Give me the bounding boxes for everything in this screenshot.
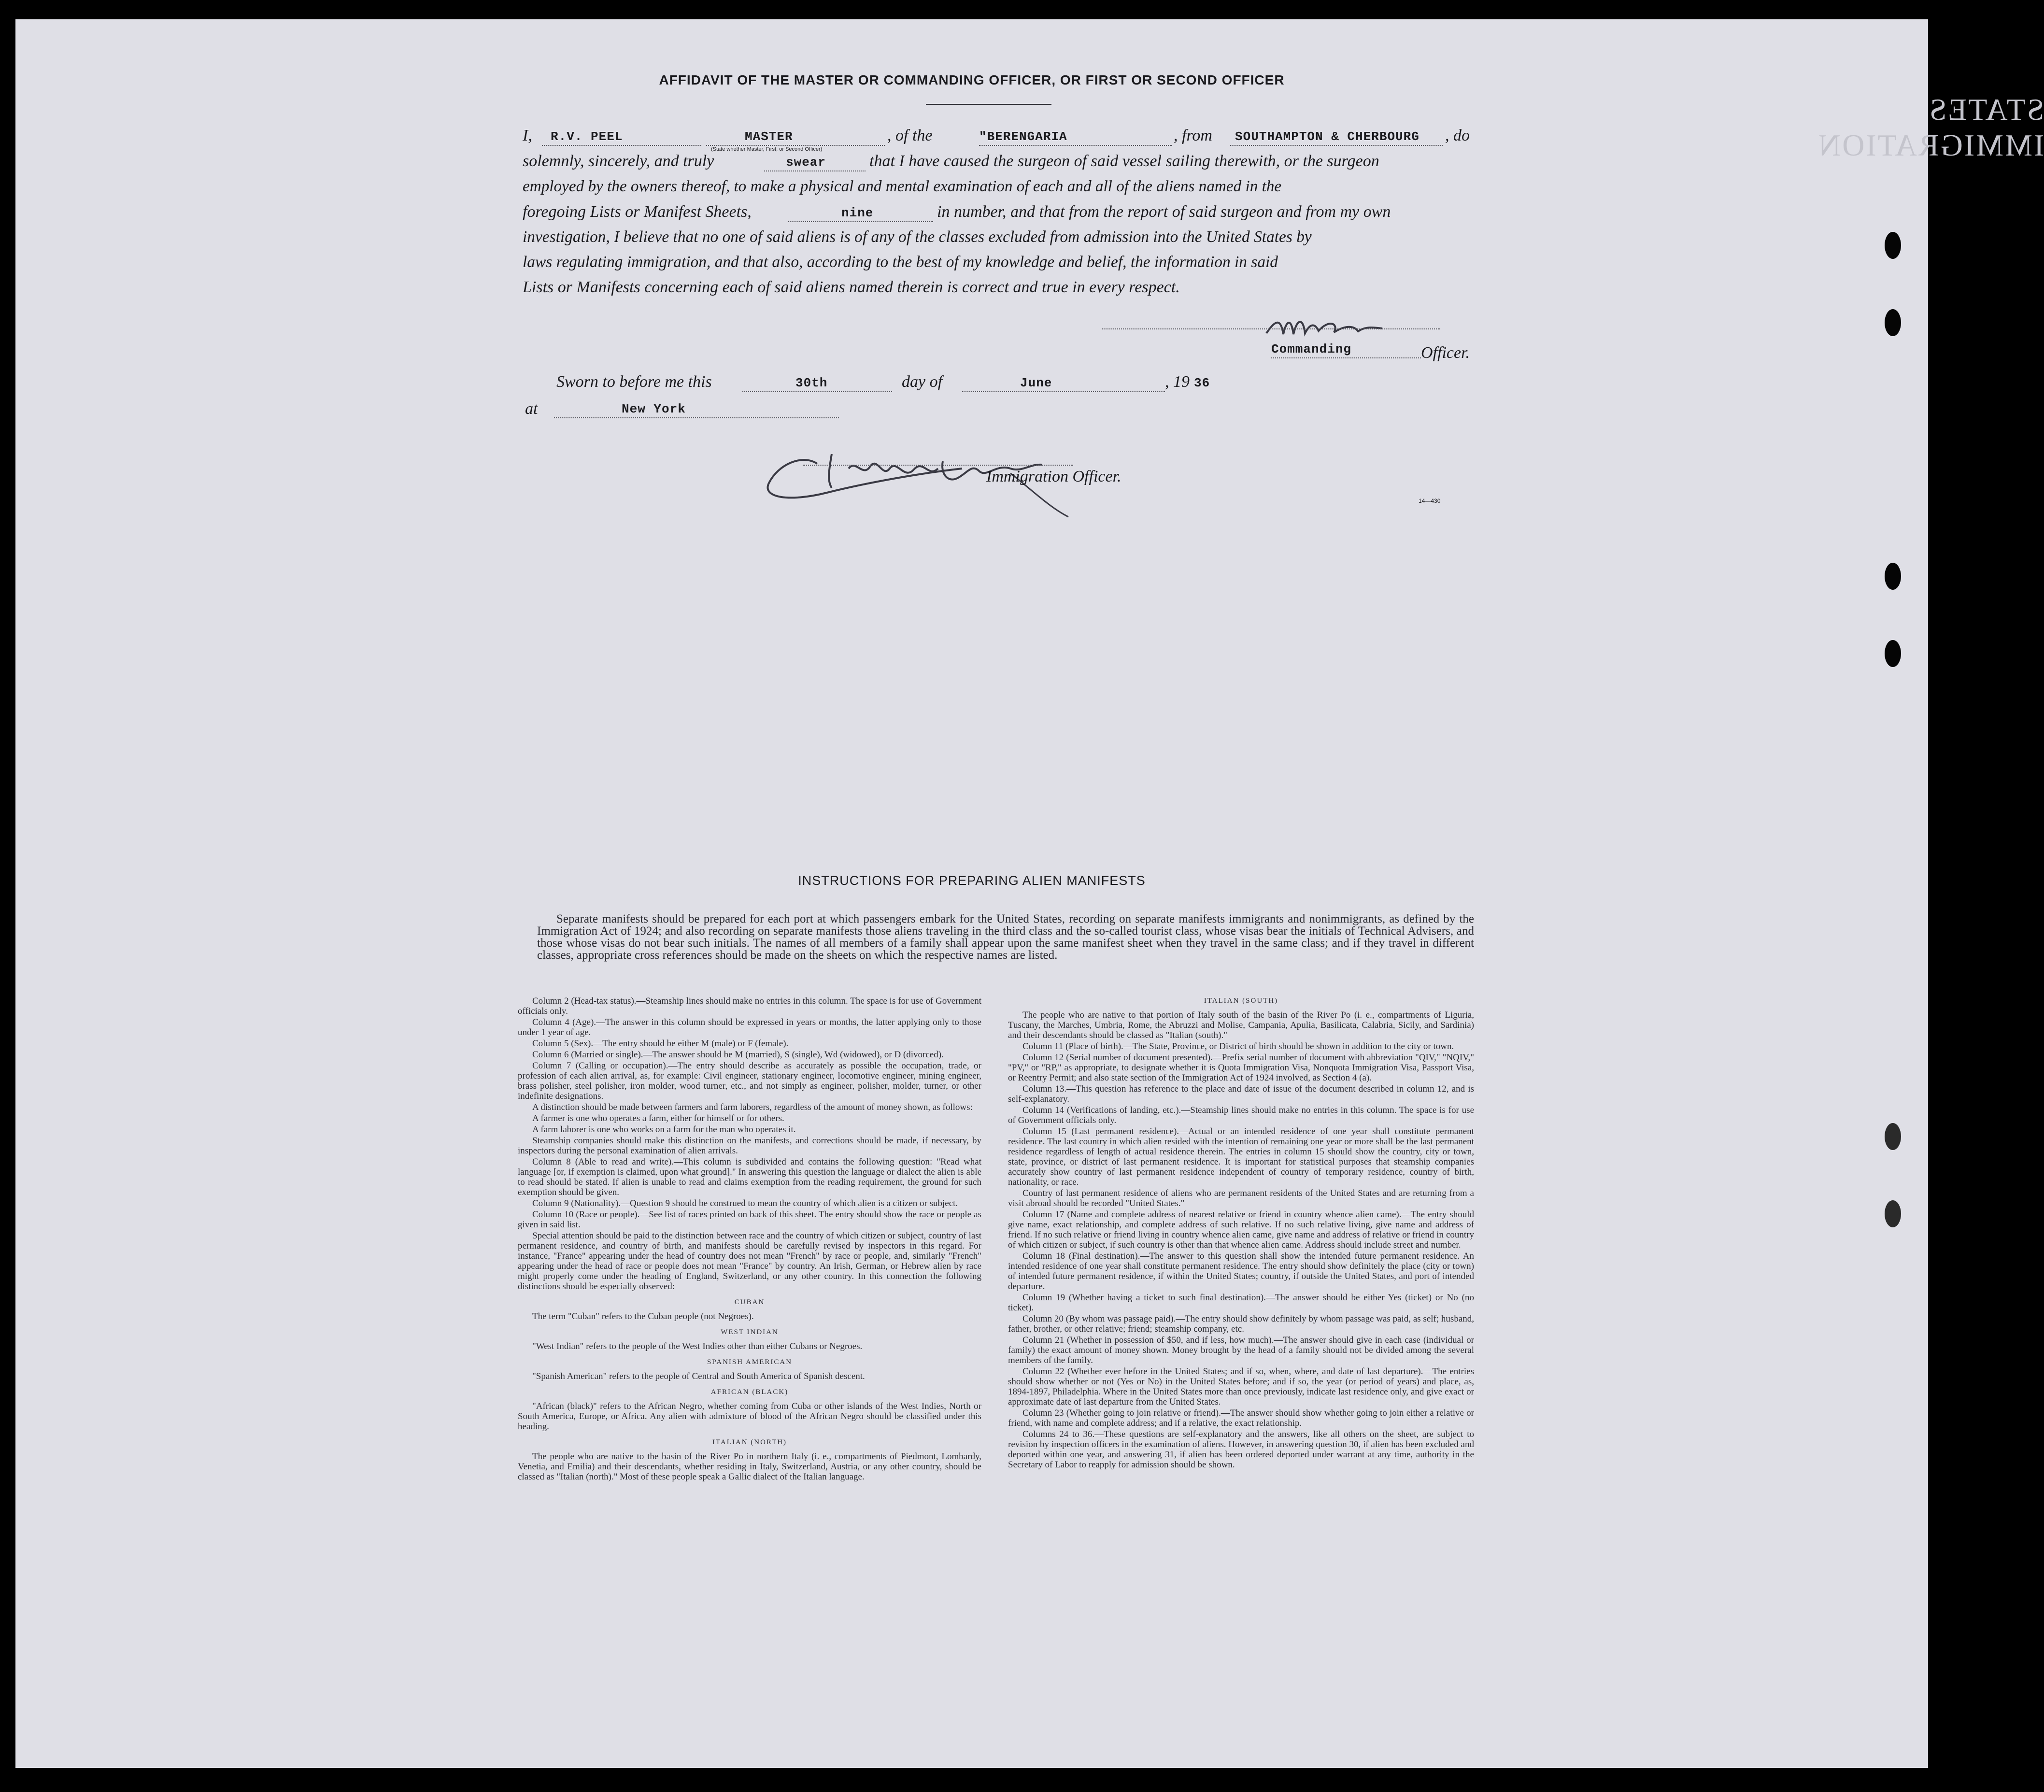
- sworn-text: Sworn to before me this: [556, 373, 712, 391]
- instruction-paragraph: Column 17 (Name and complete address of nearest relative or friend in country whence alien came).—The entry should give name, exact relationship, and complete address of such relative. If no such relative living, give name and address of friend. If no such relative or friend living in country whence alien came, give name and address of relative or friend in country of which citizen or subject, if such country is other than that whence alien came. Address should include street and number.: [1008, 1209, 1474, 1250]
- ports: SOUTHAMPTON & CHERBOURG: [1235, 129, 1419, 144]
- month: June: [1020, 376, 1052, 390]
- instruction-paragraph: Column 13.—This question has reference to the place and date of issue of the document described in column 12, and is self-explanatory.: [1008, 1084, 1474, 1104]
- punch-hole: [1885, 232, 1901, 259]
- affidavit-line-6: laws regulating immigration, and that also, according to the best of my knowledge and belief, the information in said: [523, 253, 1278, 271]
- vessel-name: "BERENGARIA: [979, 129, 1067, 144]
- officer-title: Commanding: [1271, 342, 1352, 356]
- section-heading-italian-north: ITALIAN (NORTH): [712, 1438, 787, 1446]
- affidavit-i: I,: [523, 127, 532, 144]
- vessel-field: [979, 129, 1172, 146]
- section-heading-cuban: CUBAN: [734, 1298, 765, 1306]
- instruction-paragraph: Column 19 (Whether having a ticket to such final destination).—The answer should be either Yes (ticket) or No (no ticket).: [1008, 1293, 1474, 1313]
- instruction-paragraph: Column 5 (Sex).—The entry should be either M (male) or F (female).: [532, 1038, 789, 1049]
- instruction-paragraph: Column 8 (Able to read and write).—This column is subdivided and contains the following question: "Read what language [or, if exemption is claimed, upon what ground]." In answering this question the language or dialect the alien is able to read should be stated. If alien is unable to read and claims exemption from the reading requirement, the ground for such exemption should be given.: [518, 1157, 981, 1197]
- of-the-text: , of the: [887, 127, 933, 144]
- foregoing-text: foregoing Lists or Manifest Sheets,: [523, 203, 752, 221]
- section-heading-spanish-american: SPANISH AMERICAN: [707, 1358, 793, 1366]
- oath: swear: [786, 155, 826, 170]
- instruction-paragraph: Column 6 (Married or single).—The answer should be M (married), S (single), Wd (widowed), or D (divorced).: [532, 1050, 944, 1060]
- affidavit-line-2: that I have caused the surgeon of said vessel sailing therewith, or the surgeon: [869, 152, 1379, 170]
- instruction-paragraph: Column 9 (Nationality).—Question 9 should be construed to mean the country of which alien is a citizen or subject.: [532, 1198, 958, 1209]
- instruction-paragraph: Column 11 (Place of birth).—The State, Province, or District of birth should be shown in addition to the city or town.: [1022, 1041, 1454, 1052]
- instruction-paragraph: Column 7 (Calling or occupation).—The entry should describe as accurately as possible the occupation, trade, or profession of each alien arrival, as, for example: Civil engineer, stationary engineer, locomotive engineer, mining engineer, brass polisher, steel polisher, iron molder, wood turner, etc., and not simply as engineer, polisher, molder, turner, or other indefinite designations.: [518, 1061, 981, 1101]
- affidavit-line-3: employed by the owners thereof, to make a physical and mental examination of each and all of the aliens named in the: [523, 177, 1282, 195]
- instruction-paragraph: A farm laborer is one who works on a farm for the man who operates it.: [532, 1124, 796, 1135]
- instruction-paragraph: Column 14 (Verifications of landing, etc.).—Steamship lines should make no entries in this column. The space is for use of Government officials only.: [1008, 1105, 1474, 1125]
- punch-hole: [1885, 563, 1901, 590]
- sheet-count-field: [788, 206, 933, 222]
- instruction-paragraph: Column 10 (Race or people).—See list of races printed on back of this sheet. The entry should show the race or people as given in said list.: [518, 1209, 981, 1230]
- punch-hole: [1885, 640, 1901, 667]
- instruction-paragraph: Column 18 (Final destination).—The answer to this question shall show the intended future permanent residence. An intended residence of one year shall constitute permanent residence. The entry should show definitely the place (city or town) of intended future permanent residence, if within the United States; country, if outside the United States, and port of intended departure.: [1008, 1251, 1474, 1292]
- day: 30th: [795, 376, 828, 390]
- section-heading-african: AFRICAN (BLACK): [710, 1388, 789, 1396]
- punch-hole: [1885, 1123, 1901, 1150]
- immigration-officer-label: Immigration Officer.: [986, 468, 1121, 485]
- instruction-paragraph: "Spanish American" refers to the people of Central and South America of Spanish descent.: [532, 1371, 865, 1381]
- section-heading-italian-south: ITALIAN (SOUTH): [1204, 997, 1278, 1005]
- rank-field: [706, 129, 885, 146]
- instruction-paragraph: Columns 24 to 36.—These questions are self-explanatory and the answers, like all others on the sheet, are subject to revision by inspection officers in the examination of aliens. However, in answering question 30, if alien has been excluded and deported within one year, and answering 31, if alien has been ordered deported under warrant at any time, authority in the Secretary of Labor to reapply for admission should be shown.: [1008, 1429, 1474, 1470]
- instruction-paragraph: Column 21 (Whether in possession of $50, and if less, how much).—The answer should give in each case (individual or family) the exact amount of money shown. Money brought by the head of a family should not be divided among the several members of the family.: [1008, 1335, 1474, 1365]
- instruction-paragraph: The people who are native to the basin of the River Po in northern Italy (i. e., compartments of Piedmont, Lombardy, Venetia, and Emilia) and their descendants, whether residing in Italy, Switzerland, Austria, or any other country, should be classed as "Italian (north)." Most of these people speak a Gallic dialect of the Italian language.: [518, 1451, 981, 1482]
- year: 36: [1194, 376, 1210, 390]
- instruction-paragraph: Column 12 (Serial number of document presented).—Prefix serial number of document with abbreviation "QIV," "NQIV," "PV," or "RP," as appropriate, to designate whether it is Quota Immigration Visa, Nonquota Immigration Visa, Passport Visa, or Reentry Permit; and also state section of the Immigration Act of 1924 involved, as Section 4 (a).: [1008, 1052, 1474, 1083]
- instructions-right-column: [1008, 996, 1474, 1471]
- instructions-title: INSTRUCTIONS FOR PREPARING ALIEN MANIFESTS: [798, 873, 1146, 888]
- oath-field: [764, 155, 866, 171]
- instruction-paragraph: Column 4 (Age).—The answer in this column should be expressed in years or months, the latter applying only to those under 1 year of age.: [518, 1017, 981, 1038]
- master-signature: [1262, 304, 1387, 348]
- instructions-intro: Separate manifests should be prepared for each port at which passengers embark for the United States, recording on separate manifests immigrants and nonimmigrants, as defined by the Immigration Act of 1924; and also recording on separate manifests those aliens traveling in the third class and the so-called tourist class, whose visas bear the initials of Technical Advisers, and those whose visas do not bear such initials. The names of all members of a family shall appear upon the same manifest sheet when they travel in the same class; and if they travel in different classes, appropriate cross references should be made on the sheets on which the respective names are listed.: [537, 912, 1474, 962]
- section-heading-west-indian: WEST INDIAN: [721, 1328, 779, 1336]
- instruction-paragraph: The term "Cuban" refers to the Cuban people (not Negroes).: [532, 1311, 754, 1322]
- year-prefix: , 19: [1165, 373, 1190, 391]
- affidavit-line-7: Lists or Manifests concerning each of said aliens named therein is correct and true in every respect.: [523, 278, 1180, 296]
- instruction-paragraph: A farmer is one who operates a farm, either for himself or for others.: [532, 1113, 784, 1124]
- from-text: , from: [1174, 127, 1212, 144]
- instruction-paragraph: A distinction should be made between farmers and farm laborers, regardless of the amount of money shown, as follows:: [532, 1102, 973, 1112]
- affidavit-line-4: in number, and that from the report of said surgeon and from my own: [937, 203, 1391, 221]
- officer-suffix: Officer.: [1421, 344, 1470, 362]
- day-field: [742, 376, 892, 392]
- instruction-paragraph: Column 2 (Head-tax status).—Steamship lines should make no entries in this column. The space is for use of Government officials only.: [518, 996, 981, 1016]
- officer-title-field: [1271, 342, 1421, 358]
- punch-hole: [1885, 309, 1901, 336]
- instruction-paragraph: Column 22 (Whether ever before in the United States; and if so, when, where, and date of last departure).—The entries should show whether or not (Yes or No) in the United States before; and if so, the year (or period of years) and place, as, 1894-1897, Philadelphia. Where in the United States more than once previously, indicate last residence only, and give exact or approximate date of last departure from the United States.: [1008, 1366, 1474, 1407]
- instruction-paragraph: Column 23 (Whether going to join relative or friend).—The answer should show whether going to join either a relative or friend, with name and complete address; and if a relative, the exact relationship.: [1008, 1408, 1474, 1428]
- rank: MASTER: [745, 129, 793, 144]
- instruction-paragraph: "African (black)" refers to the African Negro, whether coming from Cuba or other islands of the West Indies, North or South America, Europe, or Africa. Any alien with admixture of blood of the African Negro should be classified under this heading.: [518, 1401, 981, 1432]
- rank-note: (State whether Master, First, or Second Officer): [711, 146, 823, 152]
- manifest-sheet: [15, 19, 2044, 1768]
- signature-line-master: [1102, 328, 1440, 329]
- instructions-left-column: [518, 996, 981, 1483]
- place: New York: [622, 402, 686, 416]
- bleed-through-heading: STATES IMMIGRATION: [1817, 92, 2044, 162]
- instruction-paragraph: "West Indian" refers to the people of the West Indies other than either Cubans or Negroes.: [532, 1341, 863, 1351]
- instruction-paragraph: Special attention should be paid to the distinction between race and the country of which citizen or subject, country of last permanent residence, and country of birth, and manifests should be carefully revised by inspectors in this regard. For instance, "France" appearing under the head of country does not mean "French" by race or people, and, similarly "French" appearing under the head of race or people does not mean "France" by country. An Irish, German, or Hebrew alien by race might properly come under the heading of England, Switzerland, or any other country. In this connection the following distinctions should be especially observed:: [518, 1231, 981, 1292]
- sheet-count: nine: [841, 206, 874, 220]
- form-number: 14—430: [1419, 498, 1441, 504]
- instruction-paragraph: Column 15 (Last permanent residence).—Actual or an intended residence of one year shall constitute permanent residence. The last country in which alien resided with the intention of remaining one year or more shall be the last permanent residence regardless of length of actual residence therein. The entries in column 15 should show the country, city or town, state, province, or district of last permanent residence. It is important for statistical purposes that steamship companies accurately show country of last permanent residence independent of country of temporary residence, country of birth, nationality, or race.: [1008, 1126, 1474, 1187]
- at-text: at: [525, 400, 538, 418]
- signature-line-officer: [803, 465, 1073, 466]
- solemnly-text: solemnly, sincerely, and truly: [523, 152, 714, 170]
- instruction-paragraph: Country of last permanent residence of aliens who are permanent residents of the United States and are returning from a visit abroad should be recorded "United States.": [1008, 1188, 1474, 1209]
- do-text: , do: [1445, 127, 1470, 144]
- affidavit-line-5: investigation, I believe that no one of said aliens is of any of the classes excluded from admission into the United States by: [523, 228, 1312, 246]
- instruction-paragraph: Column 20 (By whom was passage paid).—The entry should show definitely by whom passage was paid, as self; husband, father, brother, or other relative; friend; steamship company, etc.: [1008, 1314, 1474, 1334]
- place-field: [554, 402, 839, 418]
- day-of-text: day of: [902, 373, 943, 391]
- title-rule: [926, 104, 1051, 105]
- instruction-paragraph: Steamship companies should make this distinction on the manifests, and corrections should be made, if necessary, by inspectors during the personal examination of alien arrivals.: [518, 1136, 981, 1156]
- punch-hole: [1885, 1200, 1901, 1227]
- instruction-paragraph: The people who are native to that portion of Italy south of the basin of the River Po (i. e., compartments of Liguria, Tuscany, the Marches, Umbria, Rome, the Abruzzi and Molise, Campania, Apulia, Basilicata, Calabria, Sicily, and Sardinia) and their descendants should be classed as "Italian (south).": [1008, 1010, 1474, 1040]
- month-field: [962, 376, 1165, 392]
- master-name-field: [542, 129, 701, 146]
- master-name: R.V. PEEL: [551, 129, 623, 144]
- ports-field: [1230, 129, 1443, 146]
- affidavit-title: AFFIDAVIT OF THE MASTER OR COMMANDING OFFICER, OR FIRST OR SECOND OFFICER: [659, 72, 1285, 87]
